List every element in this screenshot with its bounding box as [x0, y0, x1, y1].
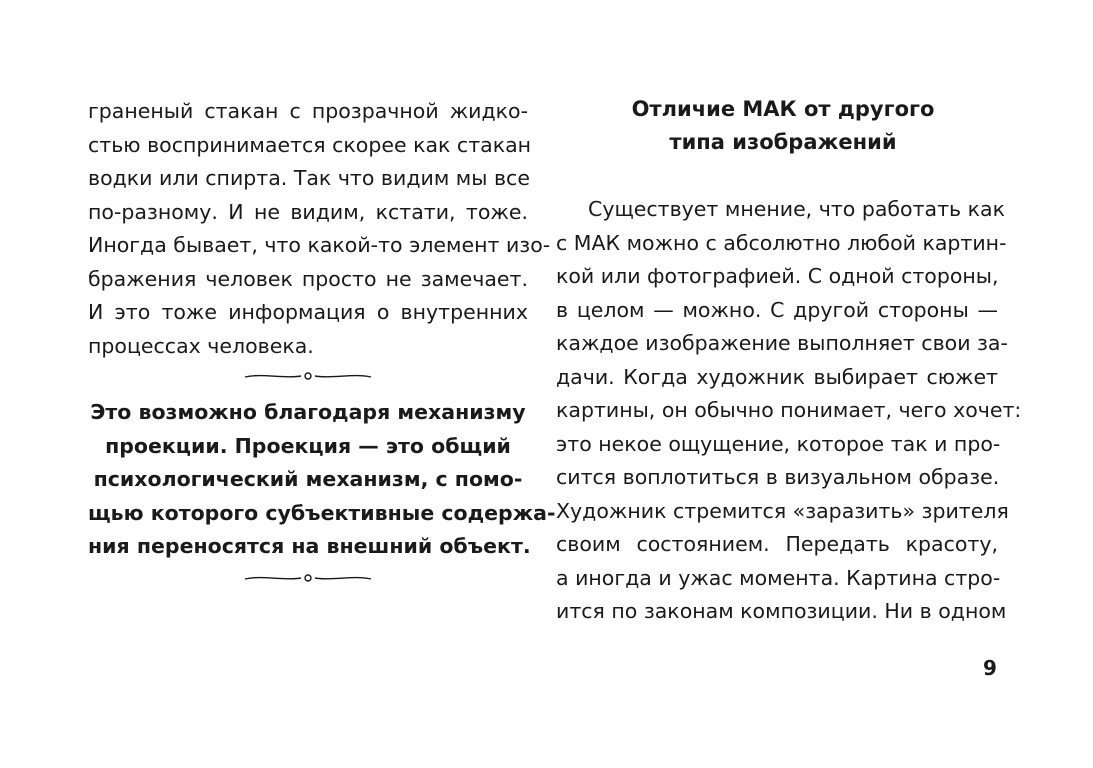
page-number: 9 [983, 656, 997, 680]
text-line: картины, он обычно понимает, чего хочет: [556, 398, 1022, 422]
text-line: ится по законам композиции. Ни в одном [556, 599, 1007, 623]
text-line: это некое ощущение, которое так и про- [556, 431, 1001, 456]
pull-quote-line: Это возможно благодаря механизму [90, 400, 526, 424]
text-line: граненый стакан с прозрачной жидко- [88, 99, 528, 123]
text-line: каждое изображение выполняет свои за- [556, 331, 1008, 355]
text-line: водки или спирта. Так что видим мы все [88, 166, 530, 190]
heading-line: Отличие МАК от другого [631, 97, 935, 121]
left-column-text [88, 95, 551, 363]
pull-quote-line: психологический механизм, с помо- [93, 467, 523, 491]
text-line: процессах человека. [88, 333, 314, 358]
text-line: Иногда бывает, что какой-то элемент изо- [88, 233, 551, 257]
heading-line: типа изображений [669, 130, 897, 154]
pull-quote-line: щью которого субъективные содержа- [88, 500, 556, 525]
section-heading [568, 93, 998, 159]
text-line: Художник стремится «заразить» зрителя [556, 498, 1009, 523]
text-line: своим состоянием. Передать красоту, [556, 532, 998, 556]
text-line: Существует мнение, что работать как [588, 197, 1005, 221]
pull-quote [88, 396, 556, 564]
text-line: а иногда и ужас момента. Картина стро- [556, 565, 1001, 590]
text-line: сится воплотиться в визуальном образе. [556, 465, 1000, 489]
text-line: кой или фотографией. С одной стороны, [556, 264, 999, 288]
text-line: стью воспринимается скорее как стакан [88, 132, 532, 157]
text-line: И это тоже информация о внутренних [88, 300, 528, 324]
pull-quote-line: ния переносятся на внешний объект. [88, 534, 531, 558]
text-line: с МАК можно с абсолютно любой картин- [556, 230, 1007, 255]
ornamental-divider-icon [243, 572, 373, 584]
text-line: в целом — можно. С другой стороны — [556, 297, 998, 322]
ornamental-divider-icon [243, 370, 373, 382]
text-line: бражения человек просто не замечает. [88, 266, 528, 291]
pull-quote-line: проекции. Проекция — это общий [105, 433, 511, 458]
text-line: дачи. Когда художник выбирает сюжет [556, 364, 998, 389]
text-line: по-разному. И не видим, кстати, тоже. [88, 199, 528, 224]
right-column-text [556, 193, 1022, 629]
